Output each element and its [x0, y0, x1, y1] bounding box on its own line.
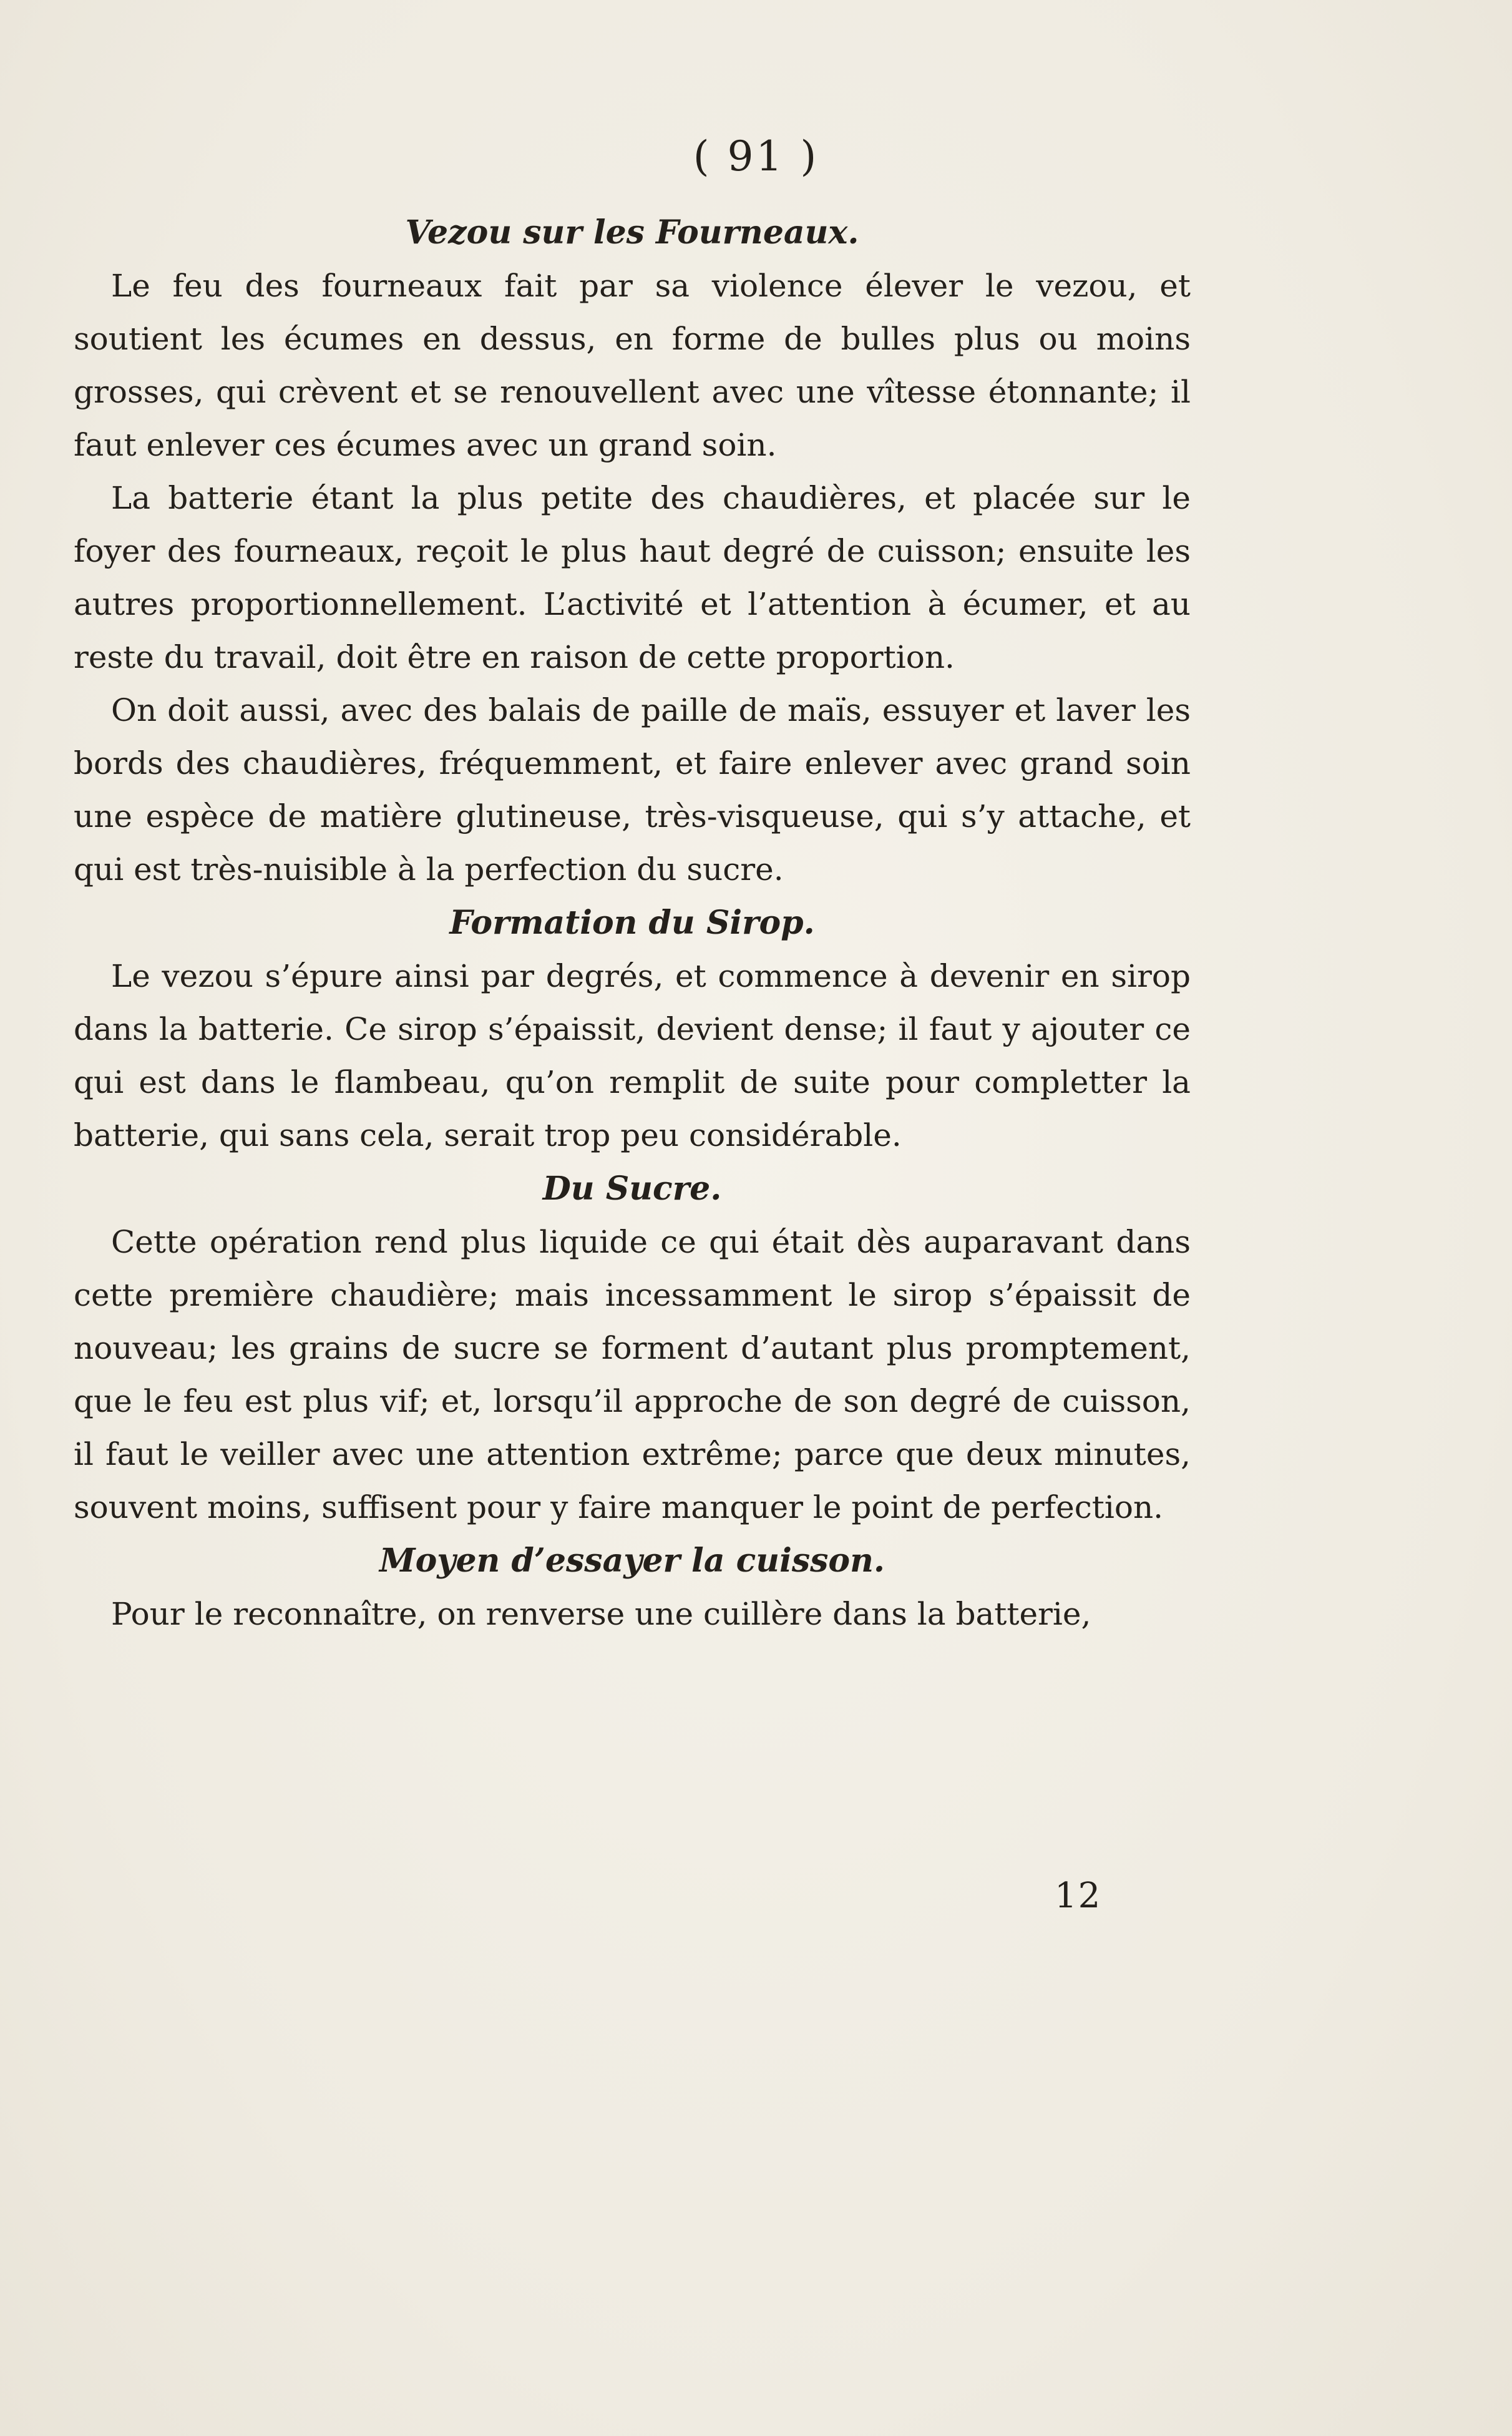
section-heading: Vezou sur les Fourneaux.: [405, 213, 859, 252]
paragraph: Le feu des fourneaux fait par sa violence élever le vezou, et soutient les écumes en dessus, en forme de bulles plus ou moins grosses, qui crèvent et se renouvellent avec une vîtesse étonnante; il faut enlever ces écumes avec un grand soin.: [74, 268, 1191, 463]
section-vezou-fourneaux: [74, 206, 1191, 896]
page-number: ( 91 ): [693, 132, 819, 180]
section-heading: Du Sucre.: [542, 1170, 722, 1208]
paragraph: Cette opération rend plus liquide ce qui était dès auparavant dans cette première chaudière; mais incessamment le sirop s’épaissit de nouveau; les grains de sucre se forment d’autant plus promptement, que le feu est plus vif; et, lorsqu’il approche de son degré de cuisson, il faut le veiller avec une attention extrême; parce que deux minutes, souvent moins, suffisent pour y faire manquer le point de perfection.: [74, 1224, 1191, 1525]
section-formation-sirop: [74, 896, 1191, 1162]
signature-mark: 12: [1055, 1876, 1102, 1916]
section-heading: Formation du Sirop.: [449, 904, 815, 942]
section-du-sucre: [74, 1162, 1191, 1534]
section-essayer-cuisson: [74, 1534, 1191, 1641]
paragraph: Le vezou s’épure ainsi par degrés, et commence à devenir en sirop dans la batterie. Ce sirop s’épaissit, devient dense; il faut y ajouter ce qui est dans le flambeau, qu’on remplit de suite pour completter la batterie, qui sans cela, serait trop peu considérable.: [74, 958, 1191, 1153]
paragraph: La batterie étant la plus petite des chaudières, et placée sur le foyer des fourneaux, reçoit le plus haut degré de cuisson; ensuite les autres proportionnellement. L’activité et l’attention à écumer, et au reste du travail, doit être en raison de cette proportion.: [74, 480, 1191, 675]
paragraph: Pour le reconnaître, on renverse une cuillère dans la batterie,: [111, 1596, 1091, 1632]
paragraph: On doit aussi, avec des balais de paille de maïs, essuyer et laver les bords des chaudières, fréquemment, et faire enlever avec grand soin une espèce de matière glutineuse, très-visqueuse, qui s’y attache, et qui est très-nuisible à la perfection du sucre.: [74, 692, 1191, 888]
section-heading: Moyen d’essayer la cuisson.: [379, 1542, 885, 1580]
page-body: [74, 206, 1191, 1641]
